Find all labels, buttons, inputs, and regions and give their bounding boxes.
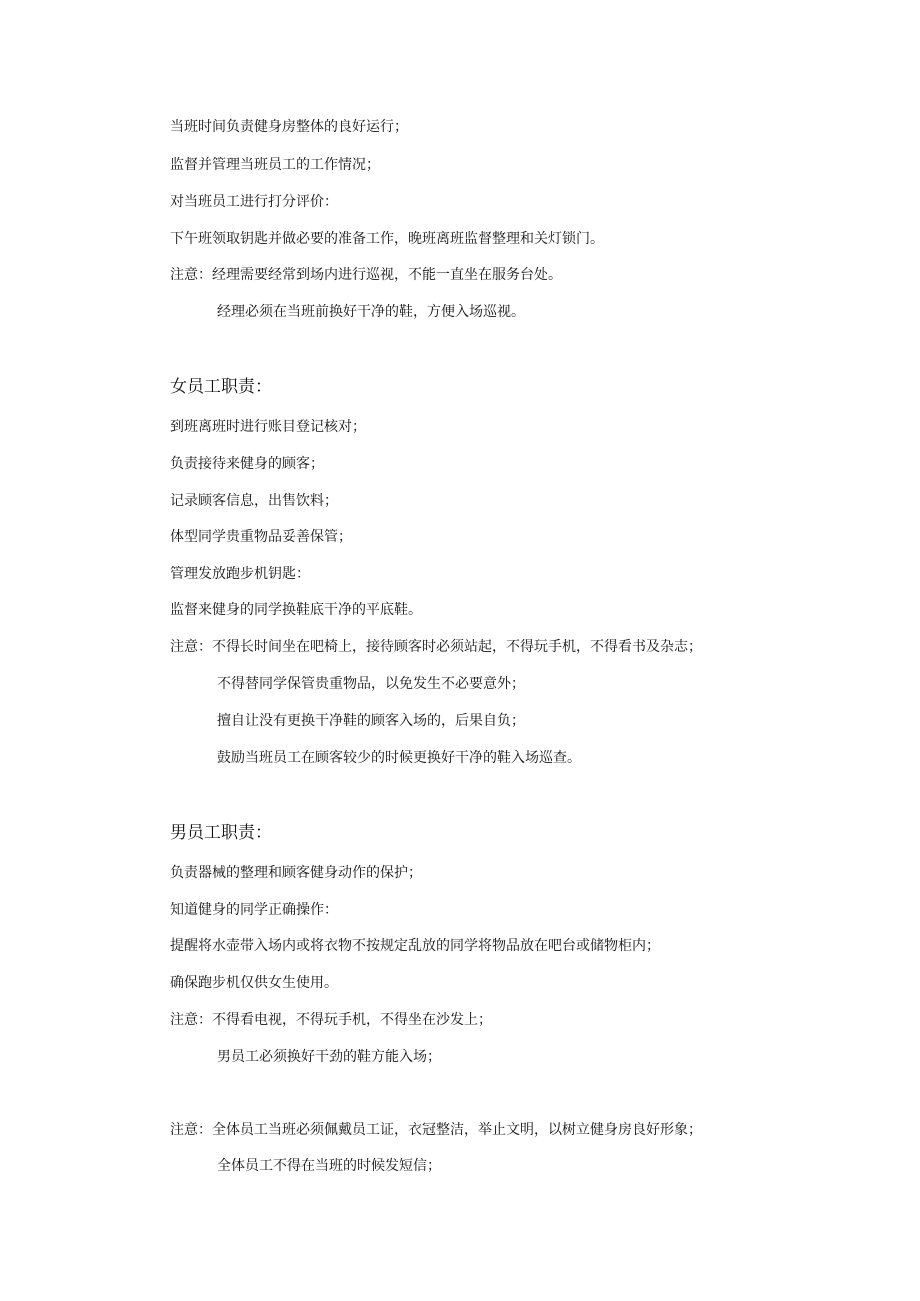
female-duty-6: 监督来健身的同学换鞋底干净的平底鞋。 xyxy=(170,602,422,618)
male-duty-1: 负责器械的整理和顾客健身动作的保护； xyxy=(170,865,422,881)
female-note-cont-3: 鼓励当班员工在顾客较少的时候更换好干净的鞋入场巡查。 xyxy=(217,750,581,766)
manager-note-cont-1: 经理必须在当班前换好干净的鞋，方便入场巡视。 xyxy=(217,304,525,320)
female-duty-2: 负责接待来健身的顾客； xyxy=(170,456,324,472)
manager-note: 注意：经理需要经常到场内进行巡视，不能一直坐在服务台处。 xyxy=(170,267,562,283)
female-note-cont-1: 不得替同学保管贵重物品，以免发生不必要意外； xyxy=(217,676,525,692)
female-note-cont-2: 擅自让没有更换干净鞋的顾客入场的，后果自负； xyxy=(217,713,525,729)
male-section-title: 男员工职责： xyxy=(170,823,272,843)
male-duty-4: 确保跑步机仅供女生使用。 xyxy=(170,975,338,991)
female-duty-1: 到班离班时进行账目登记核对； xyxy=(170,419,366,435)
manager-duty-2: 监督并管理当班员工的工作情况； xyxy=(170,157,380,173)
male-note-cont-1: 男员工必须换好干劲的鞋方能入场； xyxy=(217,1049,441,1065)
female-duty-5: 管理发放跑步机钥匙： xyxy=(170,566,310,582)
female-duty-4: 体型同学贵重物品妥善保管； xyxy=(170,529,352,545)
manager-duty-4: 下午班领取钥匙并做必要的准备工作，晚班离班监督整理和关灯锁门。 xyxy=(170,231,604,247)
general-note: 注意：全体员工当班必须佩戴员工证，衣冠整洁，举止文明，以树立健身房良好形象； xyxy=(170,1122,702,1138)
manager-duty-3: 对当班员工进行打分评价： xyxy=(170,194,338,210)
male-duty-3: 提醒将水壶带入场内或将衣物不按规定乱放的同学将物品放在吧台或储物柜内； xyxy=(170,938,660,954)
female-note: 注意：不得长时间坐在吧椅上，接待顾客时必须站起，不得玩手机，不得看书及杂志； xyxy=(170,639,702,655)
general-note-cont-1: 全体员工不得在当班的时候发短信； xyxy=(217,1158,441,1174)
female-section-title: 女员工职责： xyxy=(170,377,272,397)
male-duty-2: 知道健身的同学正确操作： xyxy=(170,902,338,918)
female-duty-3: 记录顾客信息，出售饮料； xyxy=(170,493,338,509)
male-note: 注意：不得看电视，不得玩手机，不得坐在沙发上； xyxy=(170,1012,492,1028)
manager-duty-1: 当班时间负责健身房整体的良好运行； xyxy=(170,119,408,135)
